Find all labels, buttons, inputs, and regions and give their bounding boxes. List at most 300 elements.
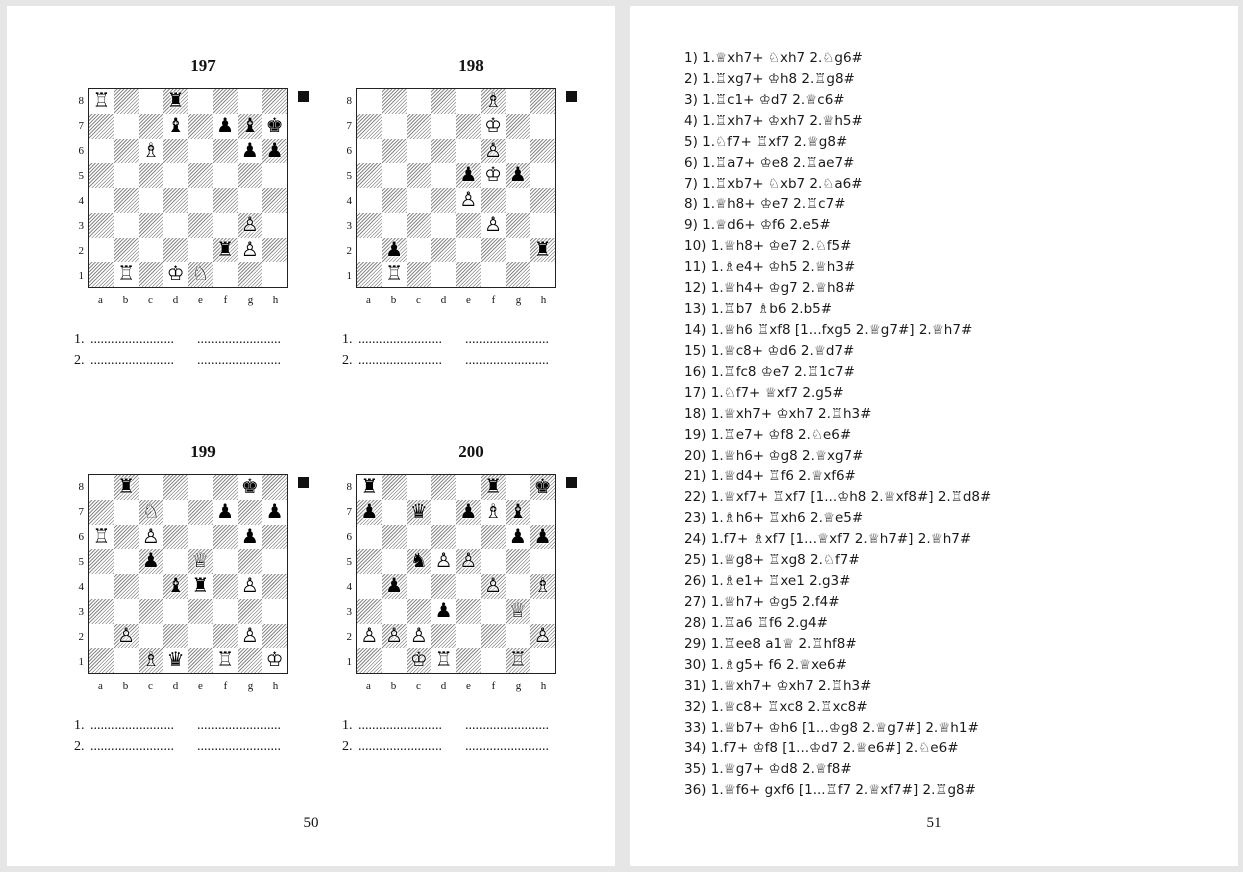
- black-to-move-marker: [298, 477, 309, 488]
- square-d2: [431, 238, 456, 263]
- solution-item: 20) 1.♕h6+ ♔g8 2.♕xg7#: [684, 447, 864, 464]
- solution-item: 28) 1.♖a6 ♖f6 2.g4#: [684, 614, 828, 631]
- square-c3: [139, 599, 164, 624]
- square-h7: [530, 500, 555, 525]
- file-label: b: [390, 294, 397, 306]
- square-h5: [262, 549, 287, 574]
- black-piece-h6: ♟: [265, 137, 284, 162]
- square-d4: [431, 188, 456, 213]
- square-f8: [481, 475, 506, 500]
- square-a2: [357, 624, 382, 649]
- square-a8: [89, 89, 114, 114]
- rank-label: 4: [78, 581, 84, 593]
- page-number-left: 50: [303, 815, 319, 831]
- file-label: b: [122, 680, 129, 692]
- solution-item: 11) 1.♗e4+ ♔h5 2.♕h3#: [684, 259, 856, 276]
- square-b1: [382, 262, 407, 287]
- square-e1: [456, 262, 481, 287]
- square-e2: [188, 238, 213, 263]
- square-e7: [456, 114, 481, 139]
- white-piece-c2: ♙: [409, 622, 428, 647]
- rank-label: 8: [346, 481, 352, 493]
- white-piece-e4: ♙: [459, 187, 478, 211]
- square-g7: [506, 114, 531, 139]
- square-h1: [262, 262, 287, 287]
- black-move-blank: ........................: [465, 332, 549, 347]
- square-h3: [530, 213, 555, 238]
- black-piece-g5: ♟: [508, 162, 527, 187]
- square-h5: [530, 549, 555, 574]
- square-h8: [530, 475, 555, 500]
- square-h6: [262, 525, 287, 550]
- square-b4: [382, 188, 407, 213]
- white-piece-h1: ♔: [265, 647, 284, 672]
- square-d5: [431, 549, 456, 574]
- square-e4: [456, 188, 481, 213]
- white-piece-b1: ♖: [385, 261, 404, 286]
- white-move-blank: ........................: [358, 718, 442, 733]
- file-label: d: [172, 680, 179, 692]
- move-number: 1.: [342, 332, 353, 347]
- square-c4: [139, 574, 164, 599]
- white-piece-e5: ♙: [459, 548, 478, 573]
- square-g5: [238, 163, 263, 188]
- square-c5: [139, 163, 164, 188]
- square-e1: [188, 648, 213, 673]
- square-d1: [431, 648, 456, 673]
- black-to-move-marker: [298, 91, 309, 102]
- rank-label: 5: [346, 170, 352, 182]
- file-label: a: [366, 680, 371, 692]
- solution-item: 1) 1.♕xh7+ ♘xh7 2.♘g6#: [684, 50, 863, 66]
- square-d1: [163, 262, 188, 287]
- rank-label: 2: [346, 631, 352, 643]
- rank-label: 7: [78, 120, 84, 132]
- move-number: 2.: [342, 739, 353, 754]
- square-d3: [431, 213, 456, 238]
- square-c6: [407, 139, 432, 164]
- square-f5: [481, 163, 506, 188]
- square-f7: [481, 114, 506, 139]
- square-e7: [188, 500, 213, 525]
- puzzle-number: 199: [190, 442, 216, 461]
- square-e7: [188, 114, 213, 139]
- puzzle-number: 200: [458, 442, 484, 461]
- square-d3: [431, 599, 456, 624]
- solution-item: 13) 1.♖b7 ♗b6 2.b5#: [684, 301, 833, 318]
- square-h2: [530, 624, 555, 649]
- square-b7: [382, 114, 407, 139]
- square-f6: [481, 525, 506, 550]
- answer-line: [74, 332, 281, 348]
- black-piece-d4: ♝: [166, 573, 185, 597]
- square-d1: [431, 262, 456, 287]
- white-move-blank: ........................: [90, 739, 174, 754]
- left-page: [7, 6, 615, 866]
- square-e5: [456, 163, 481, 188]
- square-g6: [506, 525, 531, 550]
- square-h4: [530, 574, 555, 599]
- square-d6: [431, 525, 456, 550]
- rank-label: 5: [78, 170, 84, 182]
- square-b3: [382, 599, 407, 624]
- square-b2: [382, 238, 407, 263]
- square-a4: [357, 188, 382, 213]
- white-piece-h4: ♗: [533, 573, 552, 597]
- answer-line: [342, 718, 549, 734]
- white-move-blank: ........................: [358, 332, 442, 347]
- rank-label: 8: [346, 95, 352, 107]
- square-b7: [114, 114, 139, 139]
- square-h4: [262, 574, 287, 599]
- file-label: h: [540, 294, 547, 306]
- white-piece-g3: ♕: [508, 597, 527, 622]
- square-f4: [213, 574, 238, 599]
- square-h3: [530, 599, 555, 624]
- rank-label: 1: [346, 270, 352, 282]
- solution-item: 33) 1.♕b7+ ♔h6 [1...♔g8 2.♕g7#] 2.♕h1#: [684, 719, 979, 736]
- black-piece-e4: ♜: [191, 573, 210, 597]
- square-d6: [163, 139, 188, 164]
- square-b3: [114, 599, 139, 624]
- square-c4: [407, 188, 432, 213]
- square-f7: [213, 114, 238, 139]
- square-g3: [238, 599, 263, 624]
- square-g7: [238, 500, 263, 525]
- square-h5: [262, 163, 287, 188]
- puzzle-number: 198: [458, 56, 484, 75]
- square-a1: [89, 648, 114, 673]
- file-label: c: [416, 294, 421, 306]
- square-e2: [456, 238, 481, 263]
- white-piece-d1: ♖: [434, 647, 453, 672]
- black-piece-g8: ♚: [240, 474, 259, 498]
- solution-item: 26) 1.♗e1+ ♖xe1 2.g3#: [684, 573, 851, 590]
- square-d8: [163, 89, 188, 114]
- rank-label: 6: [346, 145, 352, 157]
- square-d6: [163, 525, 188, 550]
- square-f6: [213, 139, 238, 164]
- square-b8: [382, 475, 407, 500]
- move-number: 1.: [342, 718, 353, 733]
- square-c3: [139, 213, 164, 238]
- square-f7: [213, 500, 238, 525]
- solution-item: 29) 1.♖ee8 a1♕ 2.♖hf8#: [684, 635, 857, 652]
- white-piece-c6: ♙: [141, 523, 160, 548]
- rank-label: 3: [78, 220, 84, 232]
- square-g8: [506, 475, 531, 500]
- square-e1: [456, 648, 481, 673]
- square-a3: [357, 599, 382, 624]
- square-c1: [139, 262, 164, 287]
- square-a3: [89, 213, 114, 238]
- black-piece-h7: ♚: [265, 112, 284, 137]
- square-c7: [139, 114, 164, 139]
- square-a8: [89, 475, 114, 500]
- square-f1: [481, 262, 506, 287]
- square-g7: [238, 114, 263, 139]
- solution-item: 22) 1.♕xf7+ ♖xf7 [1...♔h8 2.♕xf8#] 2.♖d8#: [684, 489, 992, 506]
- file-label: f: [491, 680, 496, 692]
- square-e1: [188, 262, 213, 287]
- square-g4: [238, 188, 263, 213]
- rank-label: 6: [78, 531, 84, 543]
- square-b2: [114, 624, 139, 649]
- square-a3: [89, 599, 114, 624]
- chess-board: [88, 88, 288, 288]
- white-piece-g3: ♙: [240, 211, 259, 236]
- solution-item: 32) 1.♕c8+ ♖xc8 2.♖xc8#: [684, 698, 868, 715]
- square-a4: [89, 188, 114, 213]
- square-g5: [506, 163, 531, 188]
- square-e8: [188, 89, 213, 114]
- square-d2: [431, 624, 456, 649]
- square-f2: [213, 624, 238, 649]
- square-e4: [188, 574, 213, 599]
- solution-item: 9) 1.♕d6+ ♔f6 2.e5#: [684, 217, 831, 234]
- square-c2: [139, 624, 164, 649]
- solution-item: 21) 1.♕d4+ ♖f6 2.♕xf6#: [684, 468, 856, 485]
- square-b8: [382, 89, 407, 114]
- square-h2: [530, 238, 555, 263]
- rank-label: 8: [78, 481, 84, 493]
- square-a5: [89, 549, 114, 574]
- white-move-blank: ........................: [90, 718, 174, 733]
- square-c6: [407, 525, 432, 550]
- square-f5: [481, 549, 506, 574]
- square-g1: [238, 262, 263, 287]
- rank-label: 6: [78, 145, 84, 157]
- white-move-blank: ........................: [358, 739, 442, 754]
- solution-item: 4) 1.♖xh7+ ♔xh7 2.♕h5#: [684, 112, 863, 129]
- square-c7: [407, 500, 432, 525]
- square-c6: [139, 139, 164, 164]
- square-a2: [357, 238, 382, 263]
- square-d5: [431, 163, 456, 188]
- square-f1: [213, 262, 238, 287]
- rank-label: 7: [346, 506, 352, 518]
- square-g2: [506, 238, 531, 263]
- square-d4: [163, 188, 188, 213]
- black-piece-b2: ♟: [385, 236, 404, 261]
- square-c3: [407, 213, 432, 238]
- black-piece-c7: ♛: [409, 498, 428, 523]
- square-c5: [139, 549, 164, 574]
- black-piece-g6: ♟: [240, 137, 259, 162]
- square-a5: [89, 163, 114, 188]
- square-g3: [238, 213, 263, 238]
- square-d7: [163, 500, 188, 525]
- square-g7: [506, 500, 531, 525]
- file-label: g: [515, 680, 522, 692]
- file-label: d: [440, 680, 447, 692]
- square-h1: [530, 262, 555, 287]
- square-e8: [456, 89, 481, 114]
- square-d4: [163, 574, 188, 599]
- square-d2: [163, 624, 188, 649]
- square-g2: [506, 624, 531, 649]
- white-piece-g2: ♙: [240, 236, 259, 261]
- square-e5: [188, 549, 213, 574]
- square-a6: [89, 525, 114, 550]
- white-move-blank: ........................: [358, 353, 442, 368]
- white-piece-f7: ♗: [484, 498, 503, 523]
- square-b8: [114, 475, 139, 500]
- file-label: c: [148, 294, 153, 306]
- square-c1: [407, 262, 432, 287]
- square-b8: [114, 89, 139, 114]
- square-a2: [89, 238, 114, 263]
- square-d8: [431, 89, 456, 114]
- file-label: a: [98, 294, 103, 306]
- square-b2: [382, 624, 407, 649]
- file-label: e: [198, 680, 203, 692]
- square-h2: [262, 624, 287, 649]
- square-g8: [506, 89, 531, 114]
- file-label: f: [491, 294, 496, 306]
- square-d7: [431, 114, 456, 139]
- answer-line: [342, 739, 549, 755]
- square-c5: [407, 549, 432, 574]
- square-f3: [213, 599, 238, 624]
- file-label: f: [223, 294, 228, 306]
- square-f5: [213, 549, 238, 574]
- square-b1: [382, 648, 407, 673]
- square-b4: [114, 188, 139, 213]
- answer-line: [342, 353, 549, 369]
- white-piece-f6: ♙: [484, 137, 503, 162]
- puzzle-200: [342, 442, 586, 762]
- solution-item: 2) 1.♖xg7+ ♔h8 2.♖g8#: [684, 70, 855, 87]
- file-label: e: [198, 294, 203, 306]
- black-move-blank: ........................: [197, 718, 281, 733]
- square-f2: [481, 238, 506, 263]
- black-move-blank: ........................: [465, 353, 549, 368]
- white-piece-d5: ♙: [434, 548, 453, 573]
- square-d4: [431, 574, 456, 599]
- square-c7: [139, 500, 164, 525]
- white-piece-b2: ♙: [117, 622, 136, 647]
- black-piece-d8: ♜: [166, 88, 185, 112]
- solution-item: 8) 1.♕h8+ ♔e7 2.♖c7#: [684, 196, 846, 213]
- square-c8: [407, 89, 432, 114]
- square-f7: [481, 500, 506, 525]
- square-a4: [357, 574, 382, 599]
- square-g1: [506, 648, 531, 673]
- black-move-blank: ........................: [465, 718, 549, 733]
- rank-label: 1: [78, 270, 84, 282]
- square-e3: [188, 213, 213, 238]
- move-number: 2.: [342, 353, 353, 368]
- square-h5: [530, 163, 555, 188]
- solution-item: 6) 1.♖a7+ ♔e8 2.♖ae7#: [684, 154, 855, 171]
- black-to-move-marker: [566, 91, 577, 102]
- square-c2: [407, 624, 432, 649]
- solution-item: 31) 1.♕xh7+ ♔xh7 2.♖h3#: [684, 677, 872, 694]
- square-d1: [163, 648, 188, 673]
- file-label: a: [98, 680, 103, 692]
- solution-item: 12) 1.♕h4+ ♔g7 2.♕h8#: [684, 280, 856, 297]
- rank-label: 3: [78, 606, 84, 618]
- square-h2: [262, 238, 287, 263]
- rank-label: 4: [78, 195, 84, 207]
- square-g8: [238, 475, 263, 500]
- file-label: h: [272, 294, 279, 306]
- solution-item: 36) 1.♕f6+ gxf6 [1...♖f7 2.♕xf7#] 2.♖g8#: [684, 782, 976, 799]
- rank-label: 2: [346, 245, 352, 257]
- rank-label: 1: [346, 656, 352, 668]
- square-e8: [456, 475, 481, 500]
- square-a4: [89, 574, 114, 599]
- white-piece-b1: ♖: [117, 261, 136, 286]
- square-f1: [481, 648, 506, 673]
- square-a6: [357, 525, 382, 550]
- white-piece-a8: ♖: [92, 88, 111, 112]
- square-h3: [262, 213, 287, 238]
- square-f3: [213, 213, 238, 238]
- rank-label: 5: [78, 556, 84, 568]
- square-b5: [114, 163, 139, 188]
- white-piece-d1: ♔: [166, 261, 185, 286]
- square-a1: [357, 262, 382, 287]
- rank-label: 1: [78, 656, 84, 668]
- square-a3: [357, 213, 382, 238]
- square-d8: [163, 475, 188, 500]
- square-c1: [407, 648, 432, 673]
- square-a7: [357, 114, 382, 139]
- square-a7: [357, 500, 382, 525]
- square-h1: [530, 648, 555, 673]
- square-h8: [530, 89, 555, 114]
- square-c2: [139, 238, 164, 263]
- square-f3: [481, 213, 506, 238]
- solution-item: 7) 1.♖xb7+ ♘xb7 2.♘a6#: [684, 175, 863, 192]
- square-b6: [382, 525, 407, 550]
- square-c5: [407, 163, 432, 188]
- square-h6: [530, 139, 555, 164]
- white-piece-f3: ♙: [484, 211, 503, 236]
- square-b6: [114, 139, 139, 164]
- black-move-blank: ........................: [197, 332, 281, 347]
- square-c8: [407, 475, 432, 500]
- solution-item: 15) 1.♕c8+ ♔d6 2.♕d7#: [684, 342, 855, 359]
- square-h8: [262, 475, 287, 500]
- white-piece-g1: ♖: [508, 647, 527, 672]
- square-h7: [262, 500, 287, 525]
- rank-label: 2: [78, 631, 84, 643]
- chess-board: [88, 474, 288, 674]
- solution-item: 30) 1.♗g5+ f6 2.♕xe6#: [684, 656, 847, 673]
- square-g6: [506, 139, 531, 164]
- move-number: 1.: [74, 332, 85, 347]
- square-a6: [357, 139, 382, 164]
- black-piece-f8: ♜: [484, 474, 503, 498]
- chess-board: [356, 474, 556, 674]
- square-g4: [506, 188, 531, 213]
- square-b5: [382, 163, 407, 188]
- square-d5: [163, 549, 188, 574]
- square-f6: [213, 525, 238, 550]
- square-f4: [481, 574, 506, 599]
- black-piece-g7: ♝: [240, 112, 259, 137]
- black-piece-b8: ♜: [117, 474, 136, 498]
- square-a6: [89, 139, 114, 164]
- square-e8: [188, 475, 213, 500]
- square-f4: [481, 188, 506, 213]
- black-piece-e7: ♟: [459, 498, 478, 523]
- file-label: c: [416, 680, 421, 692]
- square-e4: [456, 574, 481, 599]
